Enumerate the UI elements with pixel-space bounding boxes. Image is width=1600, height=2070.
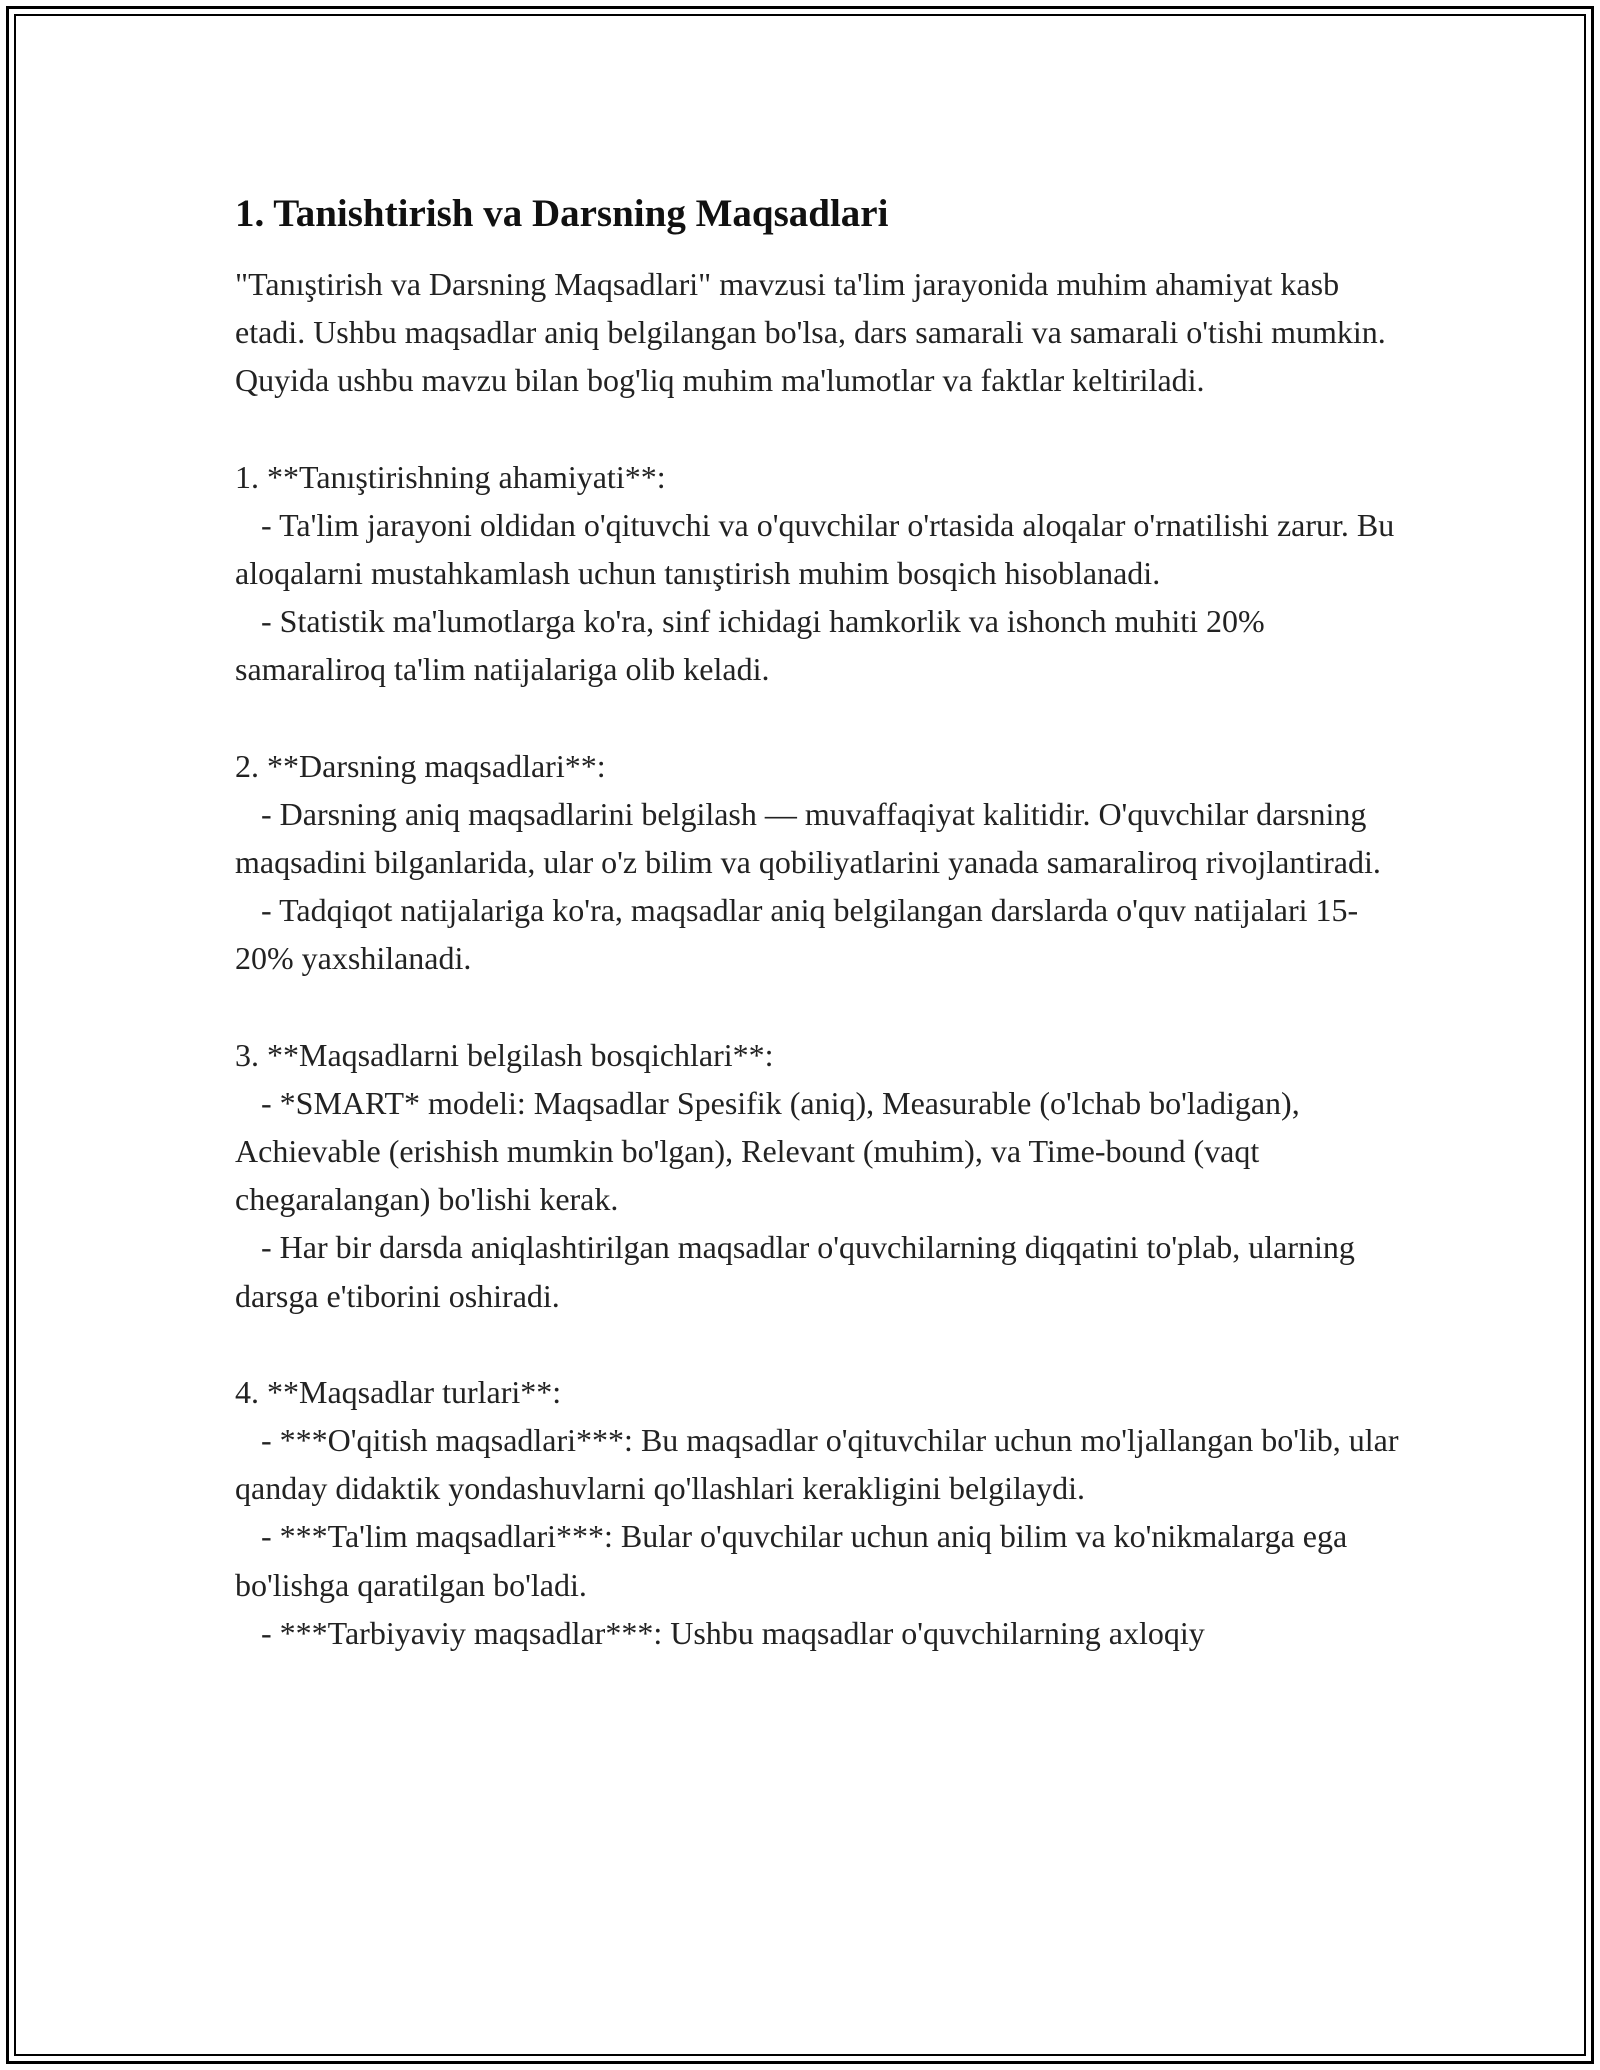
- section-3: [235, 1031, 1415, 1320]
- section-heading: 2. **Darsning maqsadlari**:: [235, 747, 606, 784]
- bullet-item: - Tadqiqot natijalariga ko'ra, maqsadlar aniq belgilangan darslarda o'quv natijalari 15-20% yaxshilanadi.: [235, 892, 1359, 977]
- section-heading: 3. **Maqsadlarni belgilash bosqichlari**:: [235, 1036, 774, 1073]
- section-heading: 1. **Tanıştirishning ahamiyati**:: [235, 458, 666, 495]
- bullet-item: - ***O'qitish maqsadlari***: Bu maqsadlar o'qituvchilar uchun mo'ljallangan bo'lib, ular qanday didaktik yondashuvlarni qo'llashlari kerakligini belgilaydi.: [235, 1422, 1399, 1507]
- bullet-item: - Ta'lim jarayoni oldidan o'qituvchi va o'quvchilar o'rtasida aloqalar o'rnatilishi zarur. Bu aloqalarni mustahkamlash uchun tanıştirish muhim bosqich hisoblanadi.: [235, 506, 1395, 592]
- bullet-item: - *SMART* modeli: Maqsadlar Spesifik (aniq), Measurable (o'lchab bo'ladigan), Achievable (erishish mumkin bo'lgan), Relevant (muhim), va Time-bound (vaqt chegaralangan) bo'lishi kerak.: [235, 1084, 1300, 1218]
- section-4: [235, 1368, 1415, 1657]
- bullet-item: - ***Ta'lim maqsadlari***: Bular o'quvchilar uchun aniq bilim va ko'nikmalarga ega bo'lishga qaratilgan bo'ladi.: [235, 1518, 1348, 1603]
- bullet-item: - Har bir darsda aniqlashtirilgan maqsadlar o'quvchilarning diqqatini to'plab, ularning darsga e'tiborini oshiradi.: [235, 1229, 1355, 1314]
- section-2: [235, 742, 1415, 983]
- document-title: 1. Tanishtirish va Darsning Maqsadlari: [235, 192, 889, 235]
- section-1: [235, 453, 1415, 694]
- section-heading: 4. **Maqsadlar turlari**:: [235, 1373, 562, 1410]
- bullet-item: - ***Tarbiyaviy maqsadlar***: Ushbu maqsadlar o'quvchilarning axloqiy: [261, 1614, 1205, 1651]
- bullet-item: - Darsning aniq maqsadlarini belgilash — muvaffaqiyat kalitidir. O'quvchilar darsning maqsadini bilganlarida, ular o'z bilim va qobiliyatlarini yanada samaraliroq rivojlantiradi.: [235, 795, 1381, 881]
- bullet-item: - Statistik ma'lumotlarga ko'ra, sinf ichidagi hamkorlik va ishonch muhiti 20% samaraliroq ta'lim natijalariga olib keladi.: [235, 603, 1265, 688]
- intro-paragraph: "Tanıştirish va Darsning Maqsadlari" mavzusi ta'lim jarayonida muhim ahamiyat kasb etadi. Ushbu maqsadlar aniq belgilangan bo'lsa, dars samarali va samarali o'tishi mumkin. Quyida ushbu mavzu bilan bog'liq muhim ma'lumotlar va faktlar keltiriladi.: [235, 266, 1386, 399]
- document-body: [235, 186, 1415, 1705]
